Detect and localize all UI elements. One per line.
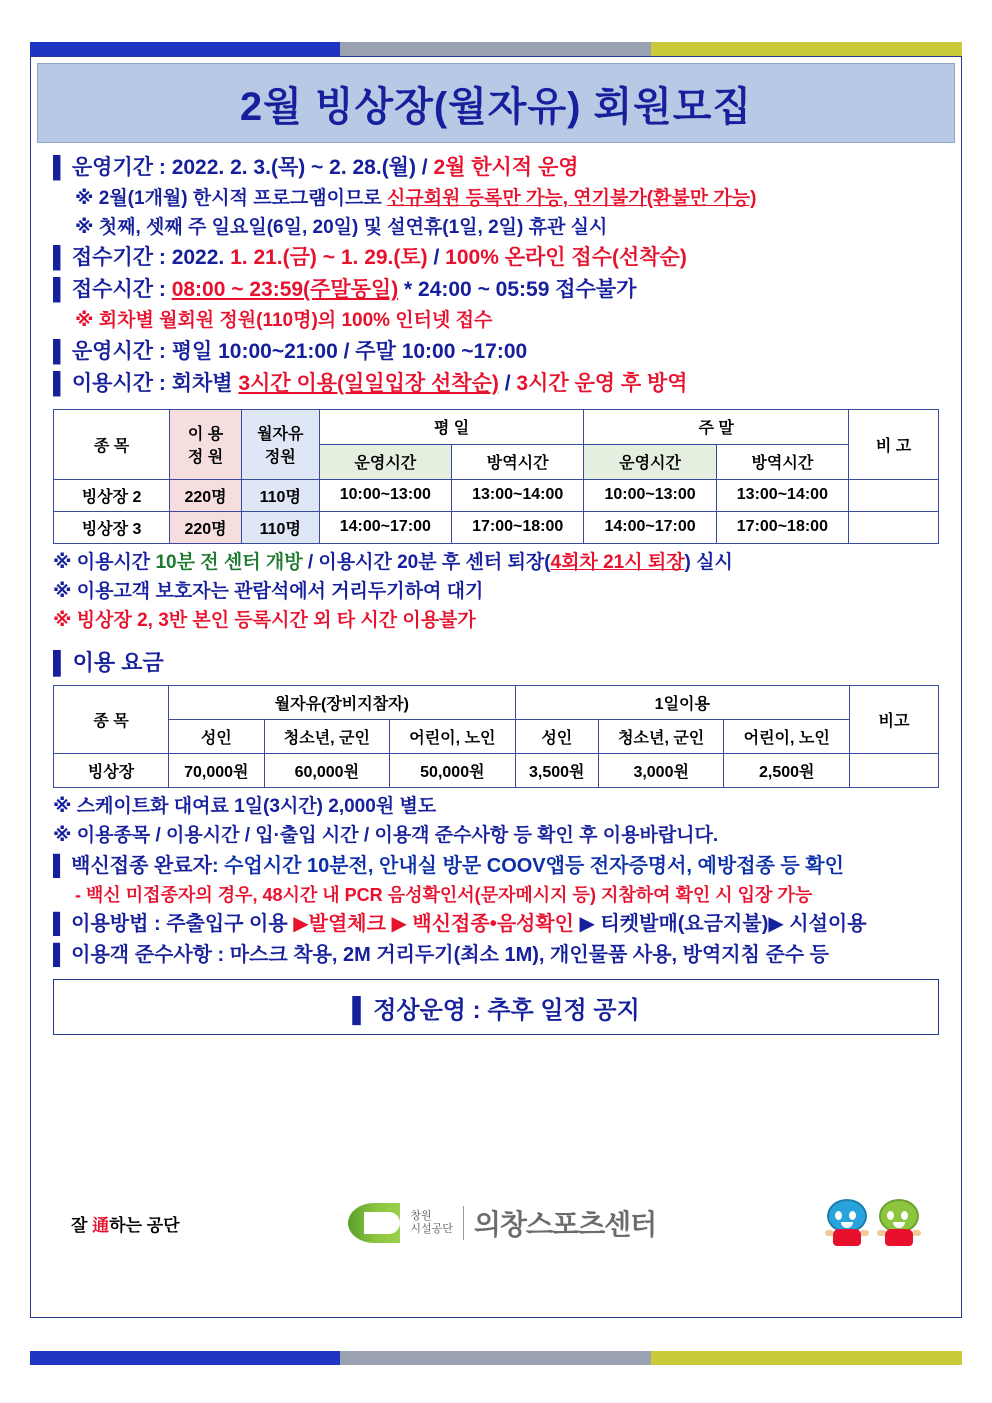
line-bullet-icon: ▌ (53, 156, 68, 179)
poster-frame (30, 56, 962, 1318)
schedule-cell-note (849, 479, 939, 511)
bottom-notes (53, 794, 939, 969)
fee-cell-d-youth: 3,000원 (598, 754, 724, 788)
top-color-bar (30, 42, 962, 56)
schedule-header-weekday-disinfect: 방역시간 (452, 444, 584, 479)
text-segment: 신규회원 등록만 가능, 연기불가(환불만 가능) (386, 187, 757, 209)
schedule-header-monthly: 월자유 정원 (241, 409, 319, 479)
table-row (54, 479, 939, 511)
line-bullet-icon: ▌ (53, 913, 68, 936)
slogan-highlight: 通 (92, 1215, 110, 1235)
schedule-cell-weekend-operate: 10:00~13:00 (584, 479, 716, 511)
fee-header-row (54, 686, 939, 720)
fee-cell-m-youth: 60,000원 (264, 754, 390, 788)
line-bullet-icon: ▌ (53, 278, 68, 302)
bottom-bar-segment-blue (30, 1351, 340, 1365)
text-segment: ※ 빙상장 2, 3반 본인 등록시간 외 타 시간 이용불가 (53, 609, 476, 631)
schedule-cell-monthly: 110명 (241, 511, 319, 543)
fee-cell-m-child: 50,000원 (390, 754, 516, 788)
schedule-cell-capacity: 220명 (170, 511, 242, 543)
info-line (53, 276, 939, 305)
fee-cell-note (850, 754, 939, 788)
bottom-bar-segment-gray (340, 1351, 651, 1365)
slogan-pre: 잘 (71, 1215, 93, 1235)
schedule-header-item: 종 목 (54, 409, 170, 479)
text-segment: 24:00 ~ 05:59 접수불가 (418, 278, 637, 302)
line-bullet-icon: ▌ (53, 339, 68, 363)
text-segment: ※ 이용시간 (53, 551, 156, 573)
table-row (54, 511, 939, 543)
text-segment: 1. 21.(금) ~ 1. 29.(토) (230, 246, 428, 270)
text-segment: ▶발열체크 ▶ 백신접종•음성확인 (293, 913, 574, 936)
fee-header-m-youth: 청소년, 군인 (264, 720, 390, 754)
fee-header-note: 비고 (850, 686, 939, 754)
text-segment: 접수시간 : (71, 278, 172, 302)
text-segment: / (498, 371, 517, 395)
fee-cell-m-adult: 70,000원 (169, 754, 265, 788)
text-segment: 3시간 운영 후 방역 (516, 371, 688, 395)
notice-box-text (352, 990, 640, 1025)
text-segment: ▶ 티켓발매(요금지불)▶ 시설이용 (573, 913, 867, 936)
text-segment: ※ 이용종목 / 이용시간 / 입·출입 시간 / 이용객 준수사항 등 확인 후 이용바랍니다. (53, 825, 719, 847)
text-segment: ※ 이용고객 보호자는 관람석에서 거리두기하여 대기 (53, 580, 484, 602)
text-segment: 이용객 준수사항 : 마스크 착용, 2M 거리두기(최소 1M), 개인물품 사용, 방역지침 준수 등 (71, 943, 829, 966)
info-subline (53, 308, 939, 334)
schedule-header-weekend-disinfect: 방역시간 (716, 444, 848, 479)
fee-table-body (54, 754, 939, 788)
org-logo-icon (348, 1203, 400, 1243)
text-segment: ※ 스케이트화 대여료 1일(3시간) 2,000원 별도 (53, 796, 437, 818)
after-table-note (53, 550, 939, 576)
text-segment: 4회차 21시 퇴장 (550, 551, 685, 573)
poster-content (31, 143, 961, 969)
schedule-header-capacity: 이 용 정 원 (170, 409, 242, 479)
footer-slogan (71, 1211, 180, 1236)
info-line (53, 338, 939, 367)
fee-header-m-adult: 성인 (169, 720, 265, 754)
bottom-note (53, 942, 939, 970)
fee-cell-item: 빙상장 (54, 754, 169, 788)
fee-header-m-child: 어린이, 노인 (390, 720, 516, 754)
text-segment: ※ 회차별 월회원 정원(110명)의 (75, 310, 342, 332)
logo-divider (463, 1206, 464, 1240)
schedule-cell-weekday-disinfect: 17:00~18:00 (452, 511, 584, 543)
info-subline (53, 215, 939, 241)
footer-logo (348, 1203, 656, 1243)
notice-bullet-icon: ▌ (352, 996, 370, 1024)
title-band (37, 63, 955, 143)
info-line (53, 370, 939, 399)
text-segment: 100% 온라인 접수(선착순) (445, 246, 687, 270)
top-bar-segment-gray (340, 42, 651, 56)
fee-header-d-youth: 청소년, 군인 (598, 720, 724, 754)
schedule-header-weekend-operate: 운영시간 (584, 444, 716, 479)
text-segment: 운영시간 : 평일 10:00~21:00 / 주말 10:00 ~17:00 (71, 339, 528, 363)
info-subline (53, 186, 939, 212)
fee-header-d-adult: 성인 (515, 720, 598, 754)
line-bullet-icon: ▌ (53, 371, 68, 395)
schedule-cell-weekend-disinfect: 17:00~18:00 (716, 511, 848, 543)
fee-header-daily: 1일이용 (515, 686, 849, 720)
schedule-cell-capacity: 220명 (170, 479, 242, 511)
schedule-cell-item: 빙상장 2 (54, 479, 170, 511)
section-bullet-icon: ▌ (53, 650, 69, 676)
text-segment: ※ 첫째, 셋째 주 일요일(6일, 20일) 및 설연휴(1일, 2일) 휴관 실시 (75, 217, 608, 239)
fee-cell-d-child: 2,500원 (724, 754, 850, 788)
fee-cell-d-adult: 3,500원 (515, 754, 598, 788)
schedule-header-weekday-operate: 운영시간 (319, 444, 451, 479)
text-segment: * (398, 278, 419, 302)
table-row (54, 754, 939, 788)
text-segment: 접수기간 : 2022. (71, 246, 231, 270)
schedule-table (53, 409, 939, 544)
after-table-note (53, 579, 939, 605)
slogan-post: 하는 공단 (109, 1215, 180, 1235)
schedule-cell-weekday-disinfect: 13:00~14:00 (452, 479, 584, 511)
mascots (825, 1199, 921, 1247)
bottom-note (53, 911, 939, 939)
mascot-green-icon (877, 1199, 921, 1247)
line-bullet-icon: ▌ (53, 854, 68, 877)
text-segment: - 백신 미접종자의 경우, 48시간 내 PCR 음성확인서(문자메시지 등) 지참하여 확인 시 입장 가능 (75, 885, 813, 906)
text-segment: 3시간 이용(일일입장 선착순) (238, 371, 499, 395)
schedule-table-body (54, 479, 939, 543)
footer (71, 1191, 921, 1255)
schedule-cell-note (849, 511, 939, 543)
text-segment: 이용방법 : 주출입구 이용 (71, 913, 294, 936)
info-lines (53, 154, 939, 399)
after-table-note (53, 608, 939, 634)
text-segment: / (427, 246, 446, 270)
notice-box (53, 979, 939, 1035)
fee-header-item: 종 목 (54, 686, 169, 754)
schedule-cell-item: 빙상장 3 (54, 511, 170, 543)
schedule-cell-weekday-operate: 10:00~13:00 (319, 479, 451, 511)
schedule-cell-weekday-operate: 14:00~17:00 (319, 511, 451, 543)
info-line (53, 154, 939, 183)
after-table-notes (53, 550, 939, 635)
center-name: 의창스포츠센터 (473, 1209, 657, 1240)
notice-box-label: 정상운영 : 추후 일정 공지 (373, 996, 640, 1024)
text-segment: 100% 인터넷 접수 (341, 310, 493, 332)
schedule-header-weekday: 평 일 (319, 409, 584, 444)
mascot-blue-icon (825, 1199, 869, 1247)
text-segment: 이용시간 : 회차별 (71, 371, 239, 395)
fee-header-d-child: 어린이, 노인 (724, 720, 850, 754)
bottom-color-bar (30, 1351, 962, 1365)
text-segment: / 이용시간 20분 후 센터 퇴장( (302, 551, 551, 573)
org-logo-line2: 시설공단 (410, 1223, 453, 1235)
bottom-note (53, 883, 939, 908)
line-bullet-icon: ▌ (53, 246, 68, 270)
page-title: 2월 빙상장(월자유) 회원모집 (239, 84, 753, 129)
bottom-note (53, 794, 939, 820)
info-line (53, 244, 939, 273)
schedule-cell-weekend-disinfect: 13:00~14:00 (716, 479, 848, 511)
line-bullet-icon: ▌ (53, 943, 68, 966)
schedule-header-note: 비 고 (849, 409, 939, 479)
schedule-header-weekend: 주 말 (584, 409, 849, 444)
fee-section-title (53, 646, 939, 677)
top-bar-segment-yellow (651, 42, 962, 56)
text-segment: 백신접종 완료자 (71, 854, 212, 877)
bottom-note (53, 853, 939, 881)
top-bar-segment-blue (30, 42, 340, 56)
bottom-note (53, 823, 939, 849)
bottom-bar-segment-yellow (651, 1351, 962, 1365)
text-segment: 운영기간 : 2022. 2. 3.(목) ~ 2. 28.(월) / (71, 156, 434, 179)
text-segment: ※ 2월(1개월) 한시적 프로그램이므로 (75, 187, 387, 209)
text-segment: : 수업시간 10분전, (211, 854, 380, 877)
table-header-row (54, 409, 939, 444)
schedule-cell-monthly: 110명 (241, 479, 319, 511)
schedule-cell-weekend-operate: 14:00~17:00 (584, 511, 716, 543)
fee-section-title-text: 이용 요금 (72, 650, 164, 676)
text-segment: 10분 전 센터 개방 (155, 551, 303, 573)
org-logo-subtext (410, 1210, 453, 1235)
fee-header-monthly: 월자유(장비지참자) (169, 686, 516, 720)
fee-header-row-2 (54, 720, 939, 754)
fee-table (53, 685, 939, 788)
text-segment: 안내실 방문 COOV앱등 전자증명서, 예방접종 등 확인 (379, 854, 844, 877)
org-logo-line1: 창원 (410, 1210, 432, 1223)
text-segment: ) 실시 (684, 551, 733, 573)
text-segment: 08:00 ~ 23:59(주말동일) (171, 278, 399, 302)
text-segment: 2월 한시적 운영 (433, 156, 579, 179)
